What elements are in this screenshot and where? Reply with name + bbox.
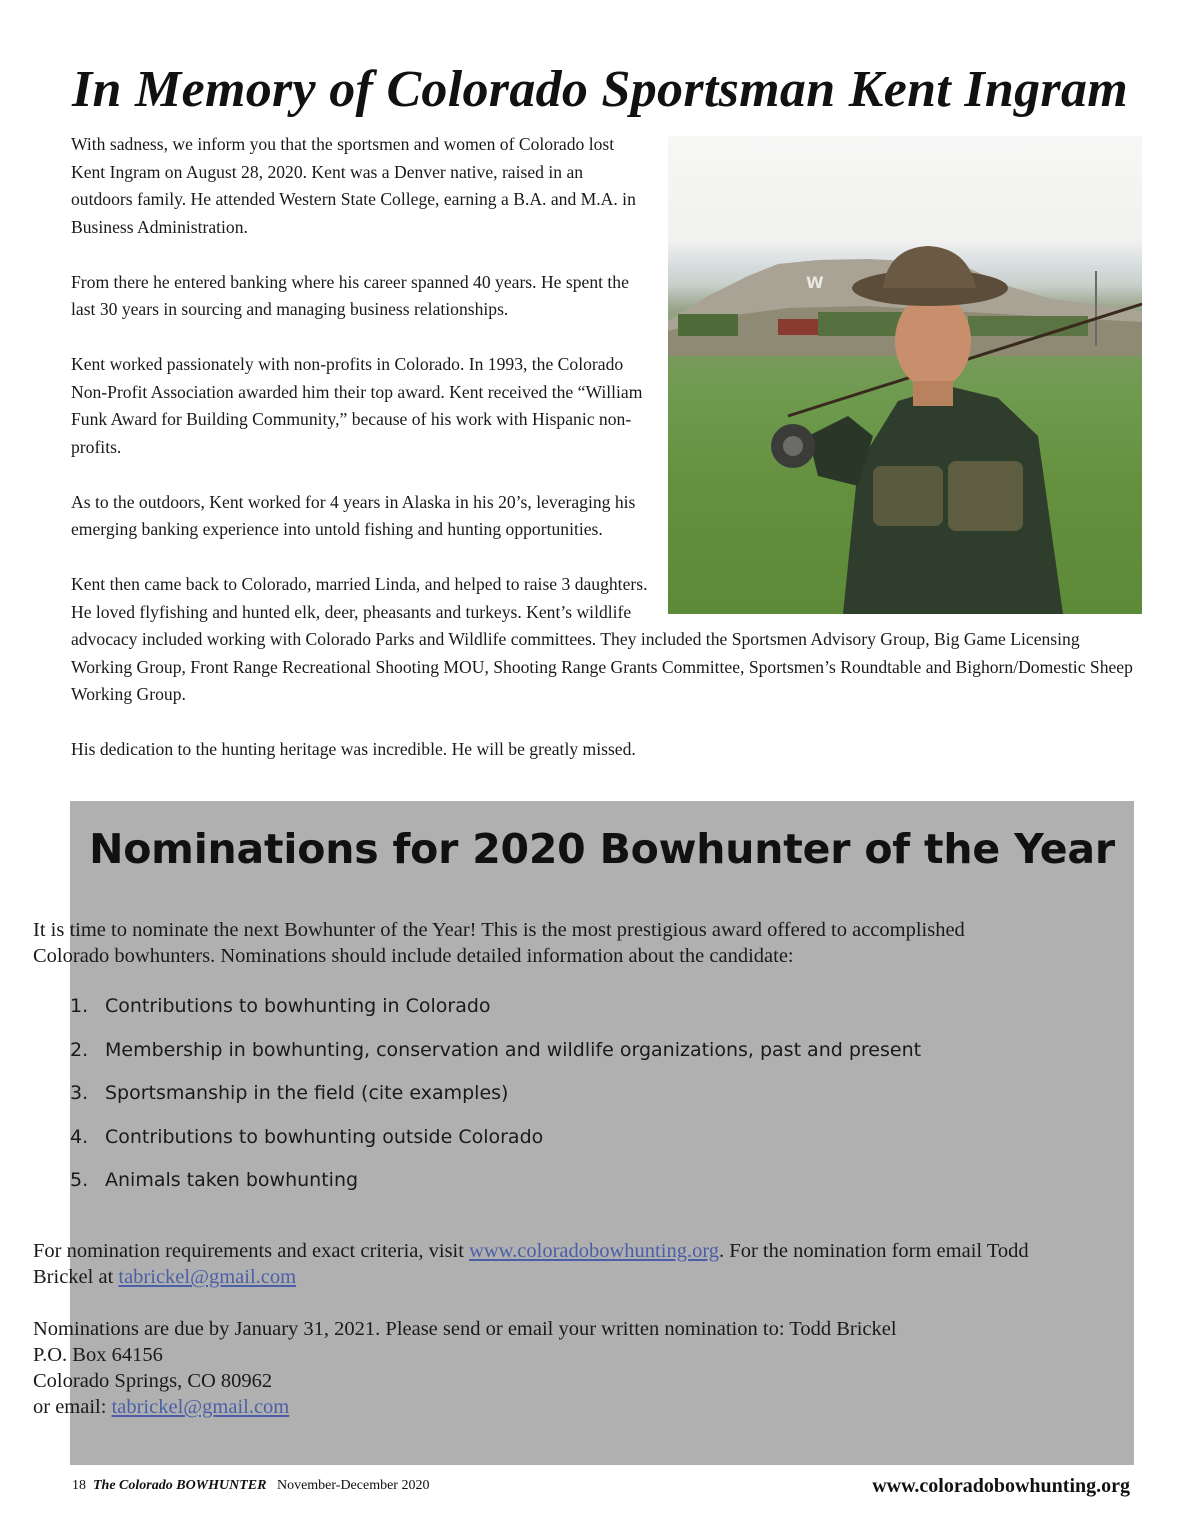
criteria-list (70, 990, 921, 1208)
footer-website: www.coloradobowhunting.org (872, 1475, 1130, 1497)
hill-letter: W (806, 273, 824, 292)
publication-name: The Colorado BOWHUNTER (93, 1478, 267, 1493)
list-text: Animals taken bowhunting (105, 1169, 359, 1191)
memorial-paragraph: Kent then came back to Colorado, married Linda, and helped to raise 3 daughters. He loved flyfishing and hunted elk, deer, pheasants and turkeys. Kent’s wildlife advocacy included working with Colorado Parks and Wildlife committees. They included the Sportsmen Advisory Group, Big Game Licensing Working Group, Front Range Recreational Shooting MOU, Shooting Range Grants Committee, Sportsmen’s Roundtable and Bighorn/Domestic Sheep Working Group. (71, 574, 1133, 704)
footer-publication (72, 1477, 429, 1495)
page-title: In Memory of Colorado Sportsman Kent Ingram (72, 61, 1128, 118)
email-link[interactable]: tabrickel@gmail.com (118, 1266, 297, 1288)
requirements-text (33, 1238, 1043, 1290)
list-number: 3. (70, 1082, 89, 1104)
email-label: or email: (33, 1396, 112, 1418)
kent-ingram-photo (668, 136, 1142, 614)
memorial-paragraph: With sadness, we inform you that the sportsmen and women of Colorado lost Kent Ingram on August 28, 2020. Kent was a Denver native, raised in an outdoors family. He attended Western State College, earning a B.A. and M.A. in Business Administration. (71, 134, 636, 237)
requirements-pre: For nomination requirements and exact criteria, visit (33, 1240, 470, 1262)
list-text: Sportsmanship in the field (cite examples) (105, 1082, 509, 1104)
fly-reel-hub (783, 436, 803, 456)
list-item (70, 1121, 921, 1165)
due-line: Nominations are due by January 31, 2021. Please send or email your written nomination to: Todd Brickel (33, 1318, 897, 1340)
list-item (70, 1077, 921, 1121)
trees (678, 314, 738, 336)
neck (913, 381, 953, 406)
list-item (70, 1034, 921, 1078)
address-line: P.O. Box 64156 (33, 1344, 163, 1366)
list-text: Membership in bowhunting, conservation and wildlife organizations, past and present (105, 1038, 922, 1061)
list-number: 1. (70, 995, 89, 1017)
nominations-title: Nominations for 2020 Bowhunter of the Year (89, 825, 1115, 873)
photo-illustration (668, 136, 1142, 614)
barn (778, 319, 818, 335)
list-text: Contributions to bowhunting outside Colorado (105, 1125, 544, 1148)
list-text: Contributions to bowhunting in Colorado (105, 995, 491, 1017)
email-link[interactable]: tabrickel@gmail.com (111, 1396, 290, 1418)
memorial-paragraph: His dedication to the hunting heritage was incredible. He will be greatly missed. (71, 739, 636, 759)
issue-date: November-December 2020 (276, 1478, 430, 1493)
memorial-paragraph: As to the outdoors, Kent worked for 4 years in Alaska in his 20’s, leveraging his emerging banking experience into untold fishing and hunting opportunities. (71, 491, 636, 539)
list-number: 2. (70, 1038, 89, 1061)
memorial-paragraph: From there he entered banking where his career spanned 40 years. He spent the last 30 years in sourcing and managing business relationships. (71, 271, 629, 319)
list-item (70, 1164, 921, 1208)
memorial-article (71, 131, 1136, 791)
list-item (70, 990, 921, 1034)
memorial-paragraph: Kent worked passionately with non-profits in Colorado. In 1993, the Colorado Non-Profit Association awarded him their top award. Kent received the “William Funk Award for Building Community,” because of his work with Hispanic non-profits. (71, 354, 643, 457)
page-number: 18 (72, 1478, 86, 1493)
address-line: Colorado Springs, CO 80962 (33, 1370, 273, 1392)
hat-crown (883, 246, 976, 288)
list-number: 5. (70, 1169, 89, 1191)
requirements-mid: . For the nomination form email Todd Brickel at (33, 1240, 1029, 1288)
vest-pocket (948, 461, 1023, 531)
website-link[interactable]: www.coloradobowhunting.org (469, 1240, 720, 1262)
face (895, 293, 971, 389)
due-text (33, 1316, 1043, 1420)
trees (818, 312, 908, 336)
list-number: 4. (70, 1125, 89, 1148)
vest-pocket (873, 466, 943, 526)
nominations-intro: It is time to nominate the next Bowhunter of the Year! This is the most prestigious award offered to accomplished Colorado bowhunters. Nominations should include detailed information about the candidate: (33, 919, 965, 967)
